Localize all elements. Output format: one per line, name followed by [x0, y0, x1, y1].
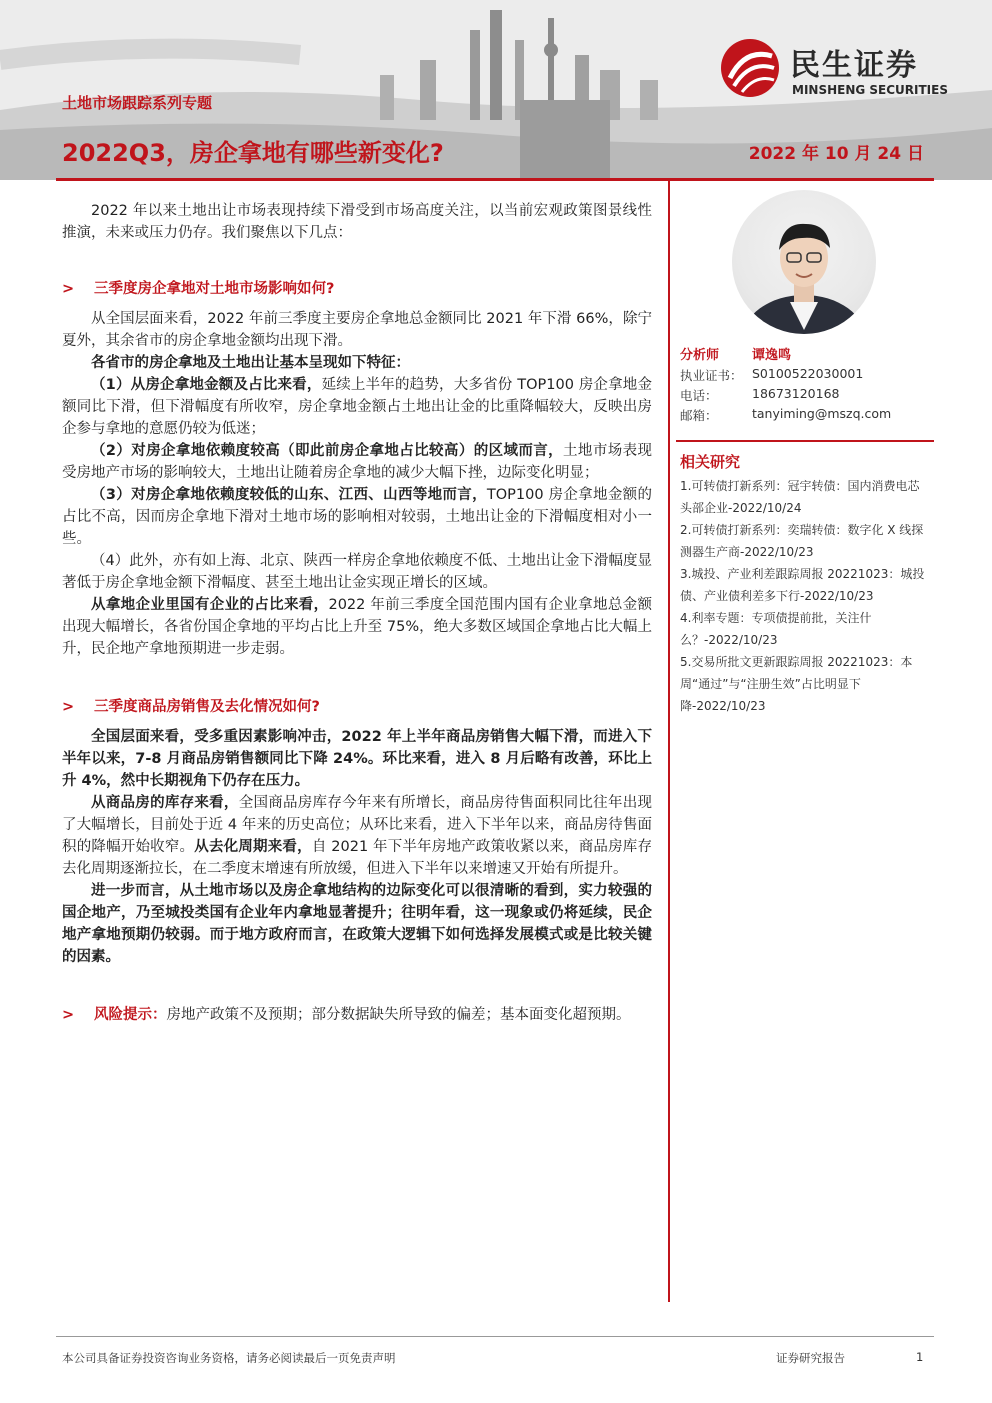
- paragraph: [62, 352, 652, 374]
- section-heading: [62, 278, 652, 300]
- analyst-email-row: [680, 406, 891, 424]
- related-item[interactable]: 4.利率专题：专项债提前批，关注什么？-2022/10/23: [680, 611, 872, 647]
- bold-paragraph: 全国层面来看，受多重因素影响冲击，2022 年上半年商品房销售大幅下滑，而进入下半年以来，7-8 月商品房销售额同比下降 24%。环比来看，进入 8 月后略有改善，环比上升 4%，然中长期视角下仍存在压力。: [62, 729, 652, 789]
- report-date: 2022 年 10 月 24 日: [748, 144, 924, 164]
- logo-mark-icon: [720, 38, 780, 98]
- related-item[interactable]: 3.城投、产业利差跟踪周报 20221023：城投债、产业债利差多下行-2022/10/23: [680, 567, 925, 603]
- intro-paragraph: 2022 年以来土地出让市场表现持续下滑受到市场高度关注，以当前宏观政策图景线性推演，未来或压力仍存。我们聚焦以下几点：: [62, 203, 652, 241]
- section-heading: [62, 696, 652, 718]
- header-banner: [0, 0, 992, 180]
- analyst-name-row: [680, 344, 791, 363]
- paragraph: [62, 374, 652, 440]
- section-heading-text: 三季度商品房销售及去化情况如何?: [94, 699, 320, 715]
- risk-label: 风险提示：: [94, 1007, 167, 1023]
- paragraph: （4）此外，亦有如上海、北京、陕西一样房企拿地依赖度不低、土地出让金下滑幅度显著低于房企拿地金额下滑幅度、甚至土地出让金实现正增长的区域。: [62, 553, 652, 591]
- paragraph-text: TOP100 房企拿地金额的占比不高，因而房企拿地下滑对土地市场的影响相对较弱，土地出让金的下滑幅度相对小一些。: [62, 487, 652, 547]
- footer-disclaimer: 本公司具备证券投资咨询业务资格，请务必阅读最后一页免责声明: [62, 1351, 396, 1365]
- paragraph-text: 土地市场表现受房地产市场的影响较大，土地出让随着房企拿地的减少大幅下挫，边际变化明显；: [62, 443, 652, 481]
- paragraph: 从全国层面来看，2022 年前三季度主要房企拿地总金额同比 2021 年下滑 66%，除宁夏外，其余省市的房企拿地金额均出现下滑。: [62, 311, 652, 349]
- analyst-role: 分析师: [680, 348, 720, 363]
- sidebar-divider: [676, 440, 934, 442]
- bold-paragraph: 进一步而言，从土地市场以及房企拿地结构的边际变化可以很清晰的看到，实力较强的国企地产，乃至城投类国有企业年内拿地显著提升；往明年看，这一现象或仍将延续，民企地产拿地预期仍较弱。而于地方政府而言，在政策大逻辑下如何选择发展模式或是比较关键的因素。: [62, 883, 652, 965]
- footer-divider: [56, 1336, 934, 1337]
- minsheng-logo: [720, 38, 970, 108]
- related-item[interactable]: 5.交易所批文更新跟踪周报 20221023：本周“通过”与“注册生效”占比明显下降-2022/10/23: [680, 655, 913, 713]
- paragraph-text: 延续上半年的趋势，大多省份 TOP100 房企拿地金额同比下滑，但下滑幅度有所收窄，房企拿地金额占土地出让金的比重降幅较大，反映出房企参与拿地的意愿仍较为低迷；: [62, 377, 652, 437]
- arrow-icon: >: [62, 281, 75, 297]
- phone-label: 电话：: [680, 388, 718, 403]
- risk-warning: [62, 1004, 652, 1026]
- bold-lead: 从去化周期来看，: [194, 839, 312, 855]
- paragraph: [62, 726, 652, 792]
- main-column: [62, 200, 652, 1026]
- bold-lead: （3）对房企拿地依赖度较低的山东、江西、山西等地而言，: [91, 487, 487, 503]
- paragraph: [62, 594, 652, 660]
- section-heading-text: 三季度房企拿地对土地市场影响如何?: [94, 281, 335, 297]
- column-divider: [668, 181, 670, 1302]
- logo-chinese-text: 民生证券: [790, 48, 918, 83]
- paragraph-text: 自 2021 年下半年房地产政策收紧以来，商品房库存去化周期逐渐拉长，在二季度末增速有所放缓，但进入下半年以来增速又开始有所提升。: [62, 839, 653, 877]
- paragraph: [62, 440, 652, 484]
- analyst-avatar-image: [732, 190, 876, 334]
- related-item[interactable]: 2.可转债打新系列：奕瑞转债：数字化 X 线探测器生产商-2022/10/23: [680, 523, 924, 559]
- report-series: 土地市场跟踪系列专题: [62, 94, 213, 112]
- analyst-name: 谭逸鸣: [752, 348, 792, 363]
- email-label: 邮箱：: [680, 408, 718, 423]
- paragraph: [62, 484, 652, 550]
- analyst-photo: [732, 190, 876, 334]
- bold-lead: 从商品房的库存来看，: [91, 795, 239, 811]
- bold-lead: （1）从房企拿地金额及占比来看，: [91, 377, 322, 393]
- footer-label: 证券研究报告: [776, 1351, 845, 1365]
- cert-value: S0100522030001: [752, 366, 864, 381]
- arrow-icon: >: [62, 699, 75, 715]
- report-title: 2022Q3，房企拿地有哪些新变化?: [62, 139, 444, 167]
- bold-lead: 各省市的房企拿地及土地出让基本呈现如下特征：: [91, 355, 410, 371]
- phone-value: 18673120168: [752, 386, 840, 401]
- analyst-phone-row: [680, 386, 839, 404]
- header-divider: [56, 178, 934, 181]
- bold-lead: 从拿地企业里国有企业的占比来看，: [91, 597, 329, 613]
- page-number: 1: [916, 1350, 924, 1364]
- arrow-icon: >: [62, 1007, 75, 1023]
- related-item[interactable]: 1.可转债打新系列：冠宇转债：国内消费电芯头部企业-2022/10/24: [680, 479, 920, 515]
- risk-text-wrap: [94, 1004, 631, 1026]
- related-research-title: 相关研究: [680, 453, 741, 471]
- related-research-list: [680, 475, 928, 717]
- bold-lead: （2）对房企拿地依赖度较高（即此前房企拿地占比较高）的区域而言，: [91, 443, 564, 459]
- paragraph: [62, 880, 652, 968]
- paragraph-text: 全国商品房库存今年来有所增长，商品房待售面积同比往年出现了大幅增长，目前处于近 4 年来的历史高位；从环比来看，进入下半年以来，商品房待售面积的降幅开始收窄。: [62, 795, 652, 855]
- risk-text: 房地产政策不及预期；部分数据缺失所导致的偏差；基本面变化超预期。: [166, 1007, 631, 1023]
- cert-label: 执业证书：: [680, 368, 743, 383]
- paragraph-text: 2022 年前三季度全国范围内国有企业拿地总金额出现大幅增长，各省份国企拿地的平均占比上升至 75%，绝大多数区域国企拿地占比大幅上升，民企地产拿地预期进一步走弱。: [62, 597, 652, 657]
- paragraph: [62, 792, 652, 880]
- email-value[interactable]: tanyiming@mszq.com: [752, 406, 892, 421]
- analyst-cert-row: [680, 366, 863, 384]
- logo-english-text: MINSHENG SECURITIES: [792, 83, 948, 97]
